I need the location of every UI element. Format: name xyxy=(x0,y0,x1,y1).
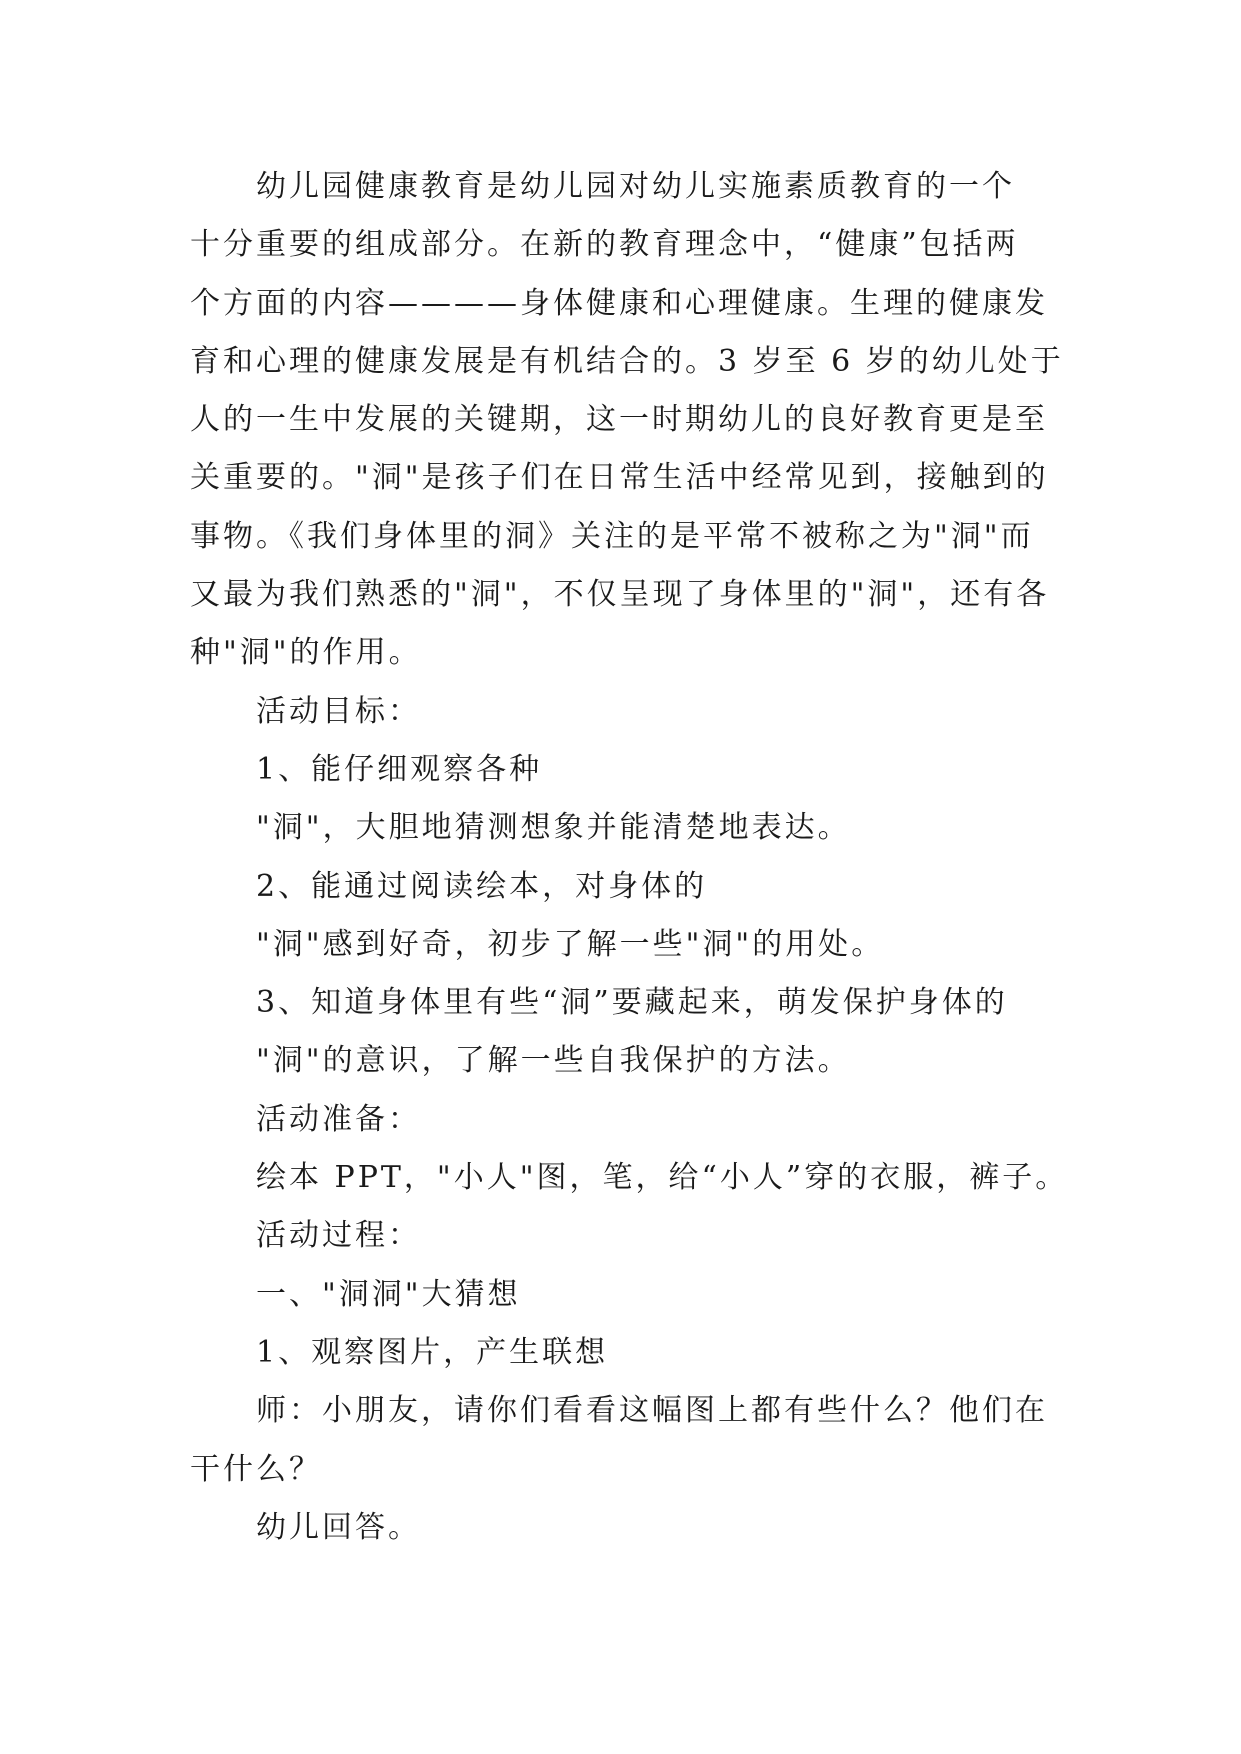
text-line: 干什么？ xyxy=(190,1451,322,1487)
text-line: 育和心理的健康发展是有机结合的。3 岁至 6 岁的幼儿处于 xyxy=(190,343,1064,379)
text-line: "洞"感到好奇，初步了解一些"洞"的用处。 xyxy=(256,926,885,962)
text-line: 幼儿回答。 xyxy=(256,1509,421,1545)
text-line: 一、"洞洞"大猜想 xyxy=(256,1276,521,1312)
text-line: 2、能通过阅读绘本，对身体的 xyxy=(256,868,708,904)
text-line: 又最为我们熟悉的"洞"，不仅呈现了身体里的"洞"，还有各 xyxy=(190,577,1050,613)
text-line: 活动准备： xyxy=(256,1101,421,1137)
document-body xyxy=(190,158,1070,1557)
text-line: 1、能仔细观察各种 xyxy=(256,751,543,787)
text-line: 人的一生中发展的关键期，这一时期幼儿的良好教育更是至 xyxy=(190,402,1048,438)
text-line: 1、观察图片，产生联想 xyxy=(256,1334,609,1370)
text-line: "洞"，大胆地猜测想象并能清楚地表达。 xyxy=(256,810,851,846)
text-line: 绘本 PPT，"小人"图，笔，给“小人”穿的衣服，裤子。 xyxy=(256,1160,1069,1196)
text-line: 3、知道身体里有些“洞”要藏起来，萌发保护身体的 xyxy=(256,985,1008,1021)
text-line: 幼儿园健康教育是幼儿园对幼儿实施素质教育的一个 xyxy=(256,169,1015,204)
text-line: 种"洞"的作用。 xyxy=(190,635,422,671)
text-line: 活动过程： xyxy=(256,1218,421,1254)
text-line: "洞"的意识，了解一些自我保护的方法。 xyxy=(256,1043,851,1079)
text-line: 十分重要的组成部分。在新的教育理念中，“健康”包括两 xyxy=(190,227,1019,263)
text-line: 师：小朋友，请你们看看这幅图上都有些什么？他们在 xyxy=(256,1393,1048,1429)
text-line: 个方面的内容————身体健康和心理健康。生理的健康发 xyxy=(190,285,1048,321)
text-line: 关重要的。"洞"是孩子们在日常生活中经常见到，接触到的 xyxy=(190,460,1049,496)
text-line: 活动目标： xyxy=(256,693,421,729)
text-line: 事物。《我们身体里的洞》关注的是平常不被称之为"洞"而 xyxy=(190,518,1034,554)
